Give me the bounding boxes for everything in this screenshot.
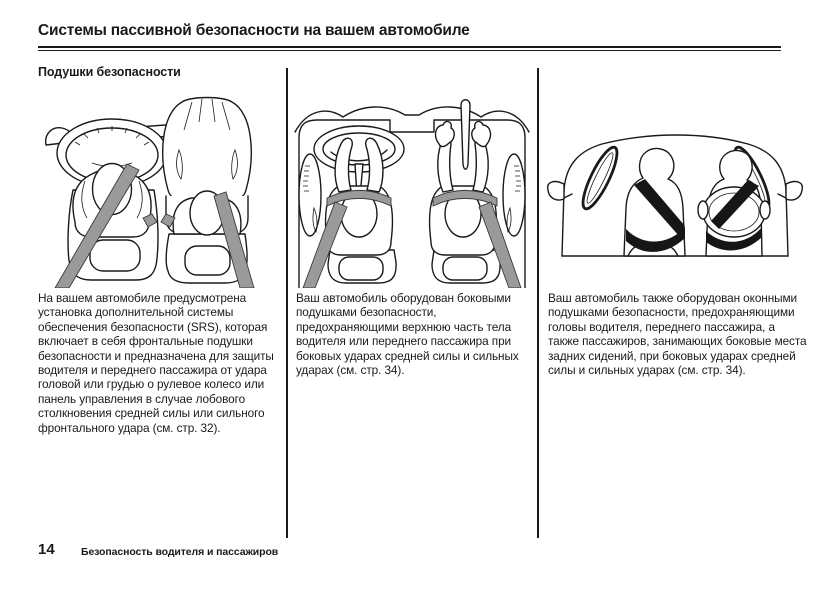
- footer-section-label: Безопасность водителя и пассажиров: [81, 546, 279, 558]
- front-airbags-description: На вашем автомобиле предусмотрена установка дополнительной системы обеспечения безопасности (SRS), которая включает в себя фронтальные подушки безопасности и предназначена для защиты водителя и переднего пассажира от удара головой или грудью о рулевое колесо или панель управления в случае лобового столкновения средней силы или сильного фронтального удара (см. стр. 32).: [38, 291, 274, 435]
- front-airbags-illustration: [42, 92, 268, 288]
- front-airbags-top-view-drawing: [42, 92, 268, 288]
- column-divider-1: [286, 68, 288, 538]
- window-airbags-front-view-drawing: [546, 124, 808, 270]
- side-airbags-description: Ваш автомобиль оборудован боковыми подушками безопасности, предохраняющими верхнюю часть тела водителя или переднего пассажира при боковых ударах средней силы и сильных ударах (см. стр. 34).: [296, 291, 519, 378]
- page-title: Системы пассивной безопасности на вашем автомобиле: [38, 22, 470, 39]
- page-number: 14: [38, 541, 55, 558]
- window-airbags-illustration: [546, 124, 808, 270]
- side-airbags-illustration: [292, 92, 532, 288]
- title-rule: [38, 46, 781, 51]
- section-heading: Подушки безопасности: [38, 65, 181, 79]
- side-airbags-top-view-drawing: [292, 92, 532, 288]
- column-divider-2: [537, 68, 539, 538]
- window-airbags-description: Ваш автомобиль также оборудован оконными подушками безопасности, предохраняющими головы водителя, переднего пассажира, а также пассажиров, занимающих боковые места задних сидений, при боковых ударах средней силы и сильных ударах (см. стр. 34).: [548, 291, 807, 378]
